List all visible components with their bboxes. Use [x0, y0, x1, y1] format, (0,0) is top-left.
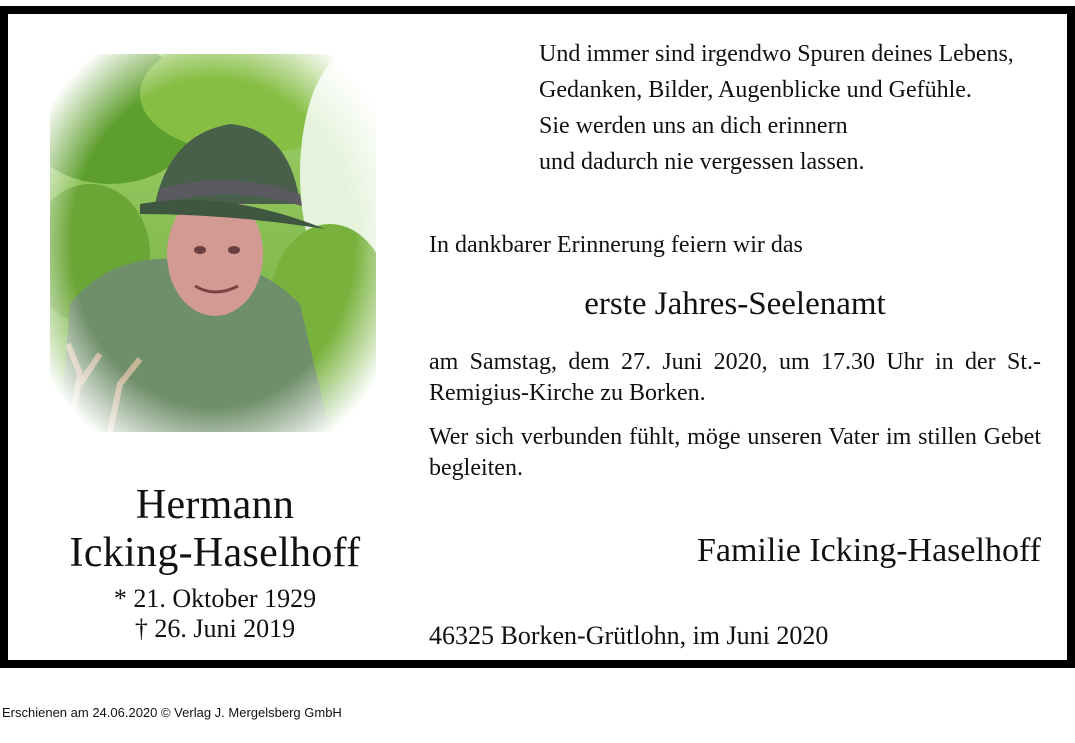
- obituary-notice: [0, 6, 1075, 668]
- family-signature: Familie Icking-Haselhoff: [696, 532, 1041, 569]
- event-title: erste Jahres-Seelenamt: [584, 286, 886, 322]
- portrait-photo-icon: [50, 54, 376, 432]
- birth-date: * 21. Oktober 1929: [113, 584, 317, 613]
- poem-line: Sie werden uns an dich erinnern: [539, 113, 848, 139]
- invitation-text: Wer sich verbunden fühlt, möge unseren Vater im stillen Gebet begleiten.: [429, 424, 1041, 481]
- poem-line: und dadurch nie vergessen lassen.: [539, 149, 865, 175]
- death-date: † 26. Juni 2019: [134, 614, 296, 643]
- deceased-last-name: Icking-Haselhoff: [69, 530, 361, 576]
- memorial-poem: [539, 36, 1059, 180]
- poem-line: Gedanken, Bilder, Augenblicke und Gefühle.: [539, 77, 972, 103]
- event-date-location: am Samstag, dem 27. Juni 2020, um 17.30 Uhr in der St.-Remigius-Kirche zu Borken.: [429, 349, 1041, 406]
- poem-line: Und immer sind irgendwo Spuren deines Lebens,: [539, 41, 1014, 67]
- intro-text: In dankbarer Erinnerung feiern wir das: [429, 232, 803, 258]
- deceased-first-name: Hermann: [135, 482, 295, 528]
- place-and-date: 46325 Borken-Grütlohn, im Juni 2020: [429, 621, 829, 650]
- publication-footer: Erschienen am 24.06.2020 © Verlag J. Mergelsberg GmbH: [2, 705, 342, 720]
